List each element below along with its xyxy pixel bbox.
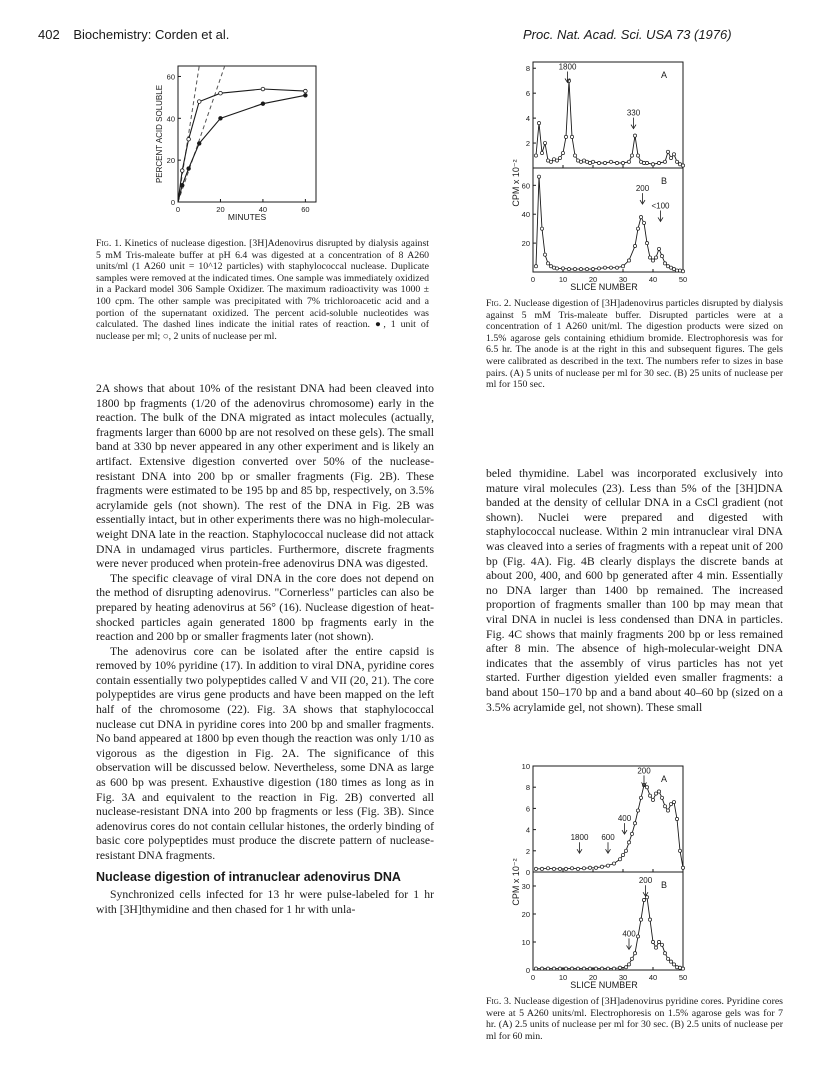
data-point (534, 154, 537, 157)
data-point (546, 867, 549, 870)
band-size-label: 1800 (570, 833, 589, 843)
data-point (261, 87, 265, 91)
data-point (591, 268, 594, 271)
data-point (591, 160, 594, 163)
data-point (660, 796, 663, 799)
y-tick-label: 2 (525, 846, 530, 856)
data-point (639, 216, 642, 219)
x-axis-label: MINUTES (227, 212, 267, 222)
data-point (654, 792, 657, 795)
data-point (666, 150, 669, 153)
band-size-label: <100 (651, 201, 670, 211)
panel-label: B (661, 880, 668, 890)
band-size-label: 400 (622, 929, 636, 939)
y-tick-label: 20 (521, 239, 530, 249)
data-point (657, 790, 660, 793)
y-tick-label: 20 (521, 910, 530, 919)
data-point (621, 853, 624, 856)
x-tick-label: 40 (258, 205, 268, 214)
data-point (645, 242, 648, 245)
data-point (552, 867, 555, 870)
data-point (187, 137, 191, 141)
y-tick-label: 10 (521, 762, 530, 771)
data-point (624, 966, 627, 969)
data-point (642, 221, 645, 224)
data-point (197, 142, 201, 146)
paragraph: 2A shows that about 10% of the resistant DNA had been cleaved into 1800 bp fragments (1/20 of the adenovirus chromosome) early in the reaction. The bulk of the DNA migrated as intact molecules (actually, fragments larger than 6000 bp are not resolved on these gels). The small band at 330 bp never appeared in any other experiment and is likely an artifact. Extensive digestion converted over 50% of the nuclease-resistant DNA into 200 bp or smaller fragments (Fig. 2B). These fragments were estimated to be 195 bp and 85 bp, respectively, on 3.5% acrylamide gels (not shown). The rest of the DNA in Fig. 2B was essentially intact, but in other experiments there was no high-molecular-weight DNA late in the reaction. Staphylococcal nuclease did not attack DNA in undamaged virus particles. Furthermore, discrete fragments were never produced when protein-free adenovirus DNA was digested. (96, 382, 434, 571)
y-tick-label: 0 (525, 966, 530, 975)
y-tick-label: 6 (525, 804, 530, 814)
data-point (558, 156, 561, 159)
data-point (534, 265, 537, 268)
y-axis-label: CPM x 10⁻² (511, 159, 521, 207)
x-tick-label: 0 (175, 205, 181, 214)
data-point (657, 940, 660, 943)
data-point (180, 183, 184, 187)
data-point (180, 169, 184, 173)
y-tick-label: 20 (166, 156, 175, 166)
data-point (642, 898, 645, 901)
data-point (681, 967, 684, 970)
y-tick-label: 10 (521, 938, 530, 947)
data-point (588, 967, 591, 970)
page-number: 402 (38, 27, 60, 42)
data-point (573, 268, 576, 271)
data-point (534, 967, 537, 970)
x-tick-label: 20 (588, 275, 598, 284)
data-point (681, 866, 684, 869)
paragraph: The specific cleavage of viral DNA in the core does not depend on the method of disrupting adenovirus. "Cornerless" particles can also be prepared by heating adenovirus at 56° (16). Nuclease digestion of heat-shocked particles again generated 1800 bp fragments early in the reaction and 200 bp or smaller fragments later (not shown). (96, 571, 434, 644)
data-point (597, 161, 600, 164)
data-point (654, 946, 657, 949)
x-axis-label: SLICE NUMBER (570, 980, 638, 990)
data-point (555, 267, 558, 270)
data-point (570, 967, 573, 970)
data-point (261, 102, 265, 106)
data-point (651, 259, 654, 262)
data-point (669, 156, 672, 159)
data-point (660, 255, 663, 258)
y-tick-label: 60 (166, 72, 175, 82)
data-point (576, 867, 579, 870)
data-point (612, 967, 615, 970)
data-point (618, 858, 621, 861)
data-point (666, 809, 669, 812)
data-point (561, 267, 564, 270)
data-point (540, 227, 543, 230)
data-point (540, 967, 543, 970)
data-point (669, 960, 672, 963)
caption-label: Fig. 1. (96, 238, 122, 249)
data-point (633, 134, 636, 137)
band-size-label: 330 (626, 108, 641, 118)
paragraph: Synchronized cells infected for 13 hr were pulse-labeled for 1 hr with [3H]thymidine and then chased for 1 hr with unla- (96, 888, 434, 916)
band-size-label: 200 (637, 766, 651, 776)
data-point (651, 940, 654, 943)
panel-label: A (661, 774, 668, 784)
data-point (648, 918, 651, 921)
data-point (663, 952, 666, 955)
data-point (582, 967, 585, 970)
data-point (573, 154, 576, 157)
data-point (585, 268, 588, 271)
data-point (630, 957, 633, 960)
data-point (645, 161, 648, 164)
y-axis-label: CPM x 10⁻² (511, 858, 521, 906)
data-point (579, 268, 582, 271)
data-point (630, 832, 633, 835)
body-right-column (486, 467, 783, 715)
data-point (552, 967, 555, 970)
y-tick-label: 6 (525, 89, 530, 99)
panel-label: B (661, 176, 668, 186)
x-tick-label: 20 (588, 973, 598, 982)
data-point (675, 966, 678, 969)
data-point (546, 262, 549, 265)
data-point (564, 135, 567, 138)
data-point (681, 270, 684, 273)
data-point (582, 867, 585, 870)
data-point (663, 262, 666, 265)
data-point (675, 817, 678, 820)
data-point (627, 160, 630, 163)
data-point (615, 266, 618, 269)
data-point (594, 967, 597, 970)
data-point (666, 957, 669, 960)
y-tick-label: 4 (525, 825, 530, 835)
data-point (606, 864, 609, 867)
panel-label: A (661, 70, 668, 80)
data-point (570, 867, 573, 870)
band-size-label: 200 (635, 184, 650, 194)
data-point (597, 267, 600, 270)
y-tick-label: 30 (521, 882, 530, 891)
data-point (558, 867, 561, 870)
caption-label: Fig. 2. (486, 298, 512, 309)
data-point (663, 805, 666, 808)
data-point (537, 175, 540, 178)
x-tick-label: 0 (530, 973, 536, 982)
x-tick-label: 40 (648, 973, 658, 982)
figure-3-caption (486, 996, 783, 1042)
data-point (636, 809, 639, 812)
data-point (600, 865, 603, 868)
series-line (536, 897, 683, 968)
data-point (627, 259, 630, 262)
band-size-label: 200 (638, 876, 653, 886)
data-point (660, 943, 663, 946)
figure-3-chart (505, 762, 705, 992)
y-tick-label: 2 (525, 139, 530, 149)
data-point (609, 266, 612, 269)
data-point (672, 800, 675, 803)
data-point (618, 966, 621, 969)
figure-3 (505, 762, 705, 992)
y-axis-label: PERCENT ACID SOLUBLE (155, 84, 164, 184)
figure-1 (150, 62, 330, 227)
data-point (630, 154, 633, 157)
data-point (636, 227, 639, 230)
page-header-left (38, 27, 229, 42)
caption-text: Nuclease digestion of [3H]adenovirus pyridine cores. Pyridine cores were at 5 A260 units/ml. Electrophoresis on 1.5% agarose gels was for 7 hr. (A) 2.5 units of nuclease per ml for 30 sec. (B) 2.5 units of nuclease per ml for 60 min. (486, 996, 783, 1042)
data-point (657, 247, 660, 250)
data-point (219, 117, 223, 121)
data-point (540, 867, 543, 870)
data-point (663, 160, 666, 163)
y-tick-label: 40 (521, 210, 530, 220)
series-line-1unit (178, 95, 305, 202)
caption-text: Nuclease digestion of [3H]adenovirus particles disrupted by dialysis against 5 mM Tris-maleate buffer. Disrupted particles were at a concentration of 1 A260 unit/ml. The digestion products were sized on 1.5% agarose gels containing ethidium bromide. Electrophoresis was for 6.5 hr. The anode is at the right in this and subsequent figures. The gels were calibrated as described in the text. The numbers refer to sizes in base pairs. (A) 5 units of nuclease per ml for 30 sec. (B) 25 units of nuclease per ml for 150 sec. (486, 298, 783, 391)
data-point (603, 161, 606, 164)
band-size-label: 1800 (558, 62, 577, 72)
data-point (627, 841, 630, 844)
data-point (621, 161, 624, 164)
data-point (546, 967, 549, 970)
data-point (648, 794, 651, 797)
data-point (633, 952, 636, 955)
data-point (657, 161, 660, 164)
body-left-column (96, 382, 434, 917)
data-point (543, 253, 546, 256)
data-point (654, 256, 657, 259)
data-point (639, 796, 642, 799)
data-point (540, 151, 543, 154)
band-size-label: 400 (617, 814, 632, 824)
data-point (564, 867, 567, 870)
x-tick-label: 30 (618, 275, 628, 284)
data-point (588, 866, 591, 869)
data-point (609, 160, 612, 163)
data-point (672, 963, 675, 966)
x-tick-label: 30 (618, 973, 628, 982)
caption-text: Kinetics of nuclease digestion. [3H]Adenovirus disrupted by dialysis against 5 mM Tris-maleate buffer at pH 6.4 was digested at a concentration of 8 A260 units/ml (1 A260 unit = 10^12 particles) with staphylococcal nuclease. Duplicate samples were removed at the indicated times. One sample was immediately oxidized in a Packard model 306 Sample Oxidizer. The maximum radioactivity was 1000 ± 100 cpm. The other sample was precipitated with 7% trichloroacetic acid and a portion of the supernatant oxidized. The percent acid-soluble nucleotides was calculated. The dashed lines indicate the initial rates of reaction. ●, 1 unit of nuclease per ml; ○, 2 units of nuclease per ml. (96, 238, 429, 342)
data-point (603, 266, 606, 269)
data-point (304, 93, 308, 97)
data-point (651, 798, 654, 801)
data-point (600, 967, 603, 970)
data-point (187, 167, 191, 171)
running-title: Biochemistry: Corden et al. (73, 27, 230, 42)
data-point (567, 268, 570, 271)
data-point (615, 161, 618, 164)
x-tick-label: 60 (301, 205, 310, 214)
data-point (564, 967, 567, 970)
data-point (624, 849, 627, 852)
data-point (549, 160, 552, 163)
x-tick-label: 50 (678, 973, 688, 982)
data-point (555, 159, 558, 162)
figure-1-chart (150, 62, 330, 227)
x-tick-label: 40 (648, 275, 658, 284)
data-point (543, 141, 546, 144)
data-point (561, 151, 564, 154)
section-heading: Nuclease digestion of intranuclear adenovirus DNA (96, 869, 401, 884)
data-point (633, 244, 636, 247)
data-point (636, 154, 639, 157)
paragraph: beled thymidine. Label was incorporated exclusively into mature viral molecules (23). Less than 5% of the [3H]DNA banded at the density of cellular DNA in a CsCl gradient (not shown). Nuclei were prepared and digested with staphylococcal nuclease. Within 2 min intranuclear viral DNA was cleaved into a series of fragments with a repeat unit of 200 bp (Fig. 4A). Fig. 4B clearly displays the discrete bands at about 200, 400, and 600 bp generated after 4 min. Essentially no DNA larger than 1400 bp remained. The increased proportion of fragments smaller than 100 bp may mean that viral DNA in nuclei is less condensed than DNA in particles. Fig. 4C shows that mainly fragments 200 bp or less remained after 8 min. The absence of high-molecular-weight DNA indicates that the assembly of virus particles has not yet started. Further digestion yielded even smaller fragments: a band about 150–170 bp and a band about 40–60 bp (sized on a 3.5% acrylamide gel, not shown). These small (486, 467, 783, 714)
data-point (304, 89, 308, 93)
data-point (645, 786, 648, 789)
y-tick-label: 0 (170, 198, 175, 207)
data-point (651, 163, 654, 166)
x-axis-label: SLICE NUMBER (570, 282, 638, 292)
figure-2-caption (486, 298, 783, 391)
initial-rate-line-1unit (178, 66, 225, 202)
y-tick-label: 60 (521, 181, 530, 191)
data-point (621, 265, 624, 268)
data-point (197, 100, 201, 104)
data-point (576, 967, 579, 970)
figure-1-caption (96, 238, 429, 342)
data-point (594, 866, 597, 869)
y-tick-label: 8 (525, 783, 530, 793)
journal-citation: Proc. Nat. Acad. Sci. USA 73 (1976) (523, 27, 732, 42)
data-point (675, 160, 678, 163)
data-point (636, 935, 639, 938)
x-tick-label: 0 (530, 275, 536, 284)
data-point (681, 164, 684, 167)
data-point (669, 803, 672, 806)
y-tick-label: 8 (525, 64, 530, 74)
data-point (219, 91, 223, 95)
x-tick-label: 10 (558, 275, 568, 284)
data-point (534, 867, 537, 870)
y-tick-label: 0 (525, 868, 530, 877)
x-tick-label: 20 (216, 205, 225, 214)
x-tick-label: 50 (678, 275, 688, 284)
figure-2-chart (505, 58, 705, 296)
plot-frame (178, 66, 316, 202)
data-point (633, 822, 636, 825)
y-tick-label: 40 (166, 114, 175, 124)
data-point (648, 256, 651, 259)
data-point (672, 153, 675, 156)
caption-label: Fig. 3. (486, 996, 512, 1007)
data-point (678, 849, 681, 852)
paragraph: The adenovirus core can be isolated after the entire capsid is removed by 10% pyridine (17). In addition to viral DNA, pyridine cores contain essentially two polypeptides called V and VII (20, 21). The core polypeptides are virus gene products and have been mapped on the left half of the chromosome (22). Fig. 3A shows that staphylococcal nuclease cut DNA in pyridine cores into 200 bp and smaller fragments. No band appeared at 1800 bp even though the reaction was only 1/10 as vigorous as the digestion in Fig. 2A. The significance of this observation will be discussed below. Nevertheless, some DNA as large as 600 bp was present. Exhaustive digestion (180 times as long as in Fig. 3A and equivalent to the reaction in Fig. 2B) converted all nuclease-resistant DNA into 200 bp fragments or less (Fig. 3B). Since adenovirus cores do not contain cellular histones, the orderly binding of basic core polypeptides must produce the discrete pattern of nuclease-resistant DNA fragments. (96, 644, 434, 862)
data-point (606, 967, 609, 970)
data-point (639, 918, 642, 921)
data-point (627, 963, 630, 966)
data-point (558, 967, 561, 970)
data-point (537, 122, 540, 125)
x-tick-label: 10 (558, 973, 568, 982)
figure-2 (505, 58, 705, 296)
data-point (570, 135, 573, 138)
y-tick-label: 4 (525, 114, 530, 124)
series-line (536, 81, 683, 166)
data-point (612, 862, 615, 865)
band-size-label: 600 (601, 833, 615, 843)
